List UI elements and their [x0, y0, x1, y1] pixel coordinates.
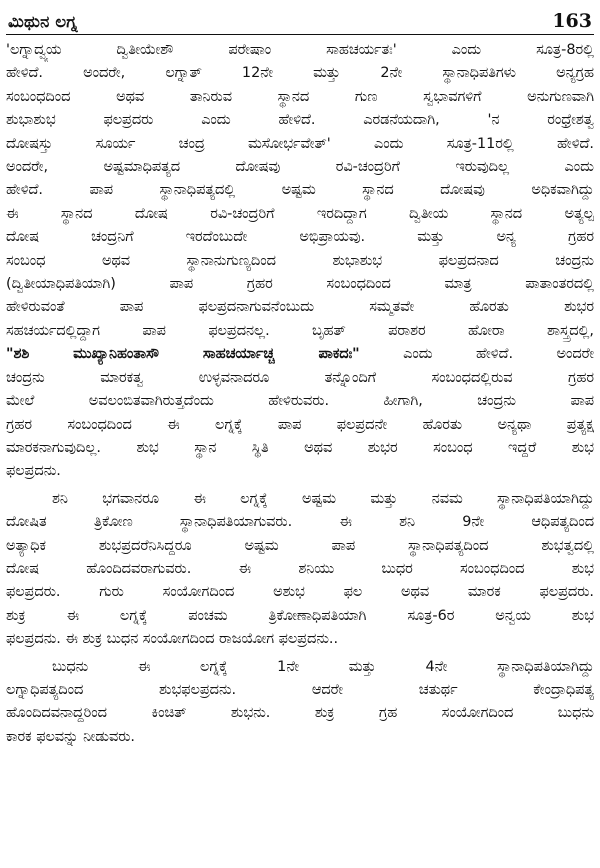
text-line-with-quote	[6, 343, 594, 366]
paragraph-3	[6, 656, 594, 750]
text-line: ಗ್ರಹರ ಸಂಬಂಧದಿಂದ ಈ ಲಗ್ನಕ್ಕೆ ಪಾಪ ಫಲಪ್ರದನೇ ಹೊರತು ಅನ್ಯಥಾ ಪ್ರತ್ಯಕ್ಷ	[6, 416, 594, 433]
text-line: 'ಲಗ್ನಾದ್ವ್ಯಯ ದ್ವಿತೀಯೇಶೌ ಪರೇಷಾಂ ಸಾಹಚರ್ಯತಃ' ಎಂದು ಸೂತ್ರ-8ರಲ್ಲಿ	[6, 42, 594, 58]
text-line: ಫಲಪ್ರದನು.	[6, 463, 61, 480]
text-line: ಶುಭಾಶುಭ ಫಲಪ್ರದರು ಎಂದು ಹೇಳಿದೆ. ಎರಡನೆಯದಾಗಿ, 'ನ ರಂಧ್ರೇಶತ್ವ	[6, 112, 594, 129]
page-header	[6, 2, 594, 35]
text-line: ಹೇಳಿರುವಂತೆ ಪಾಪ ಫಲಪ್ರದನಾಗುವನೆಂಬುದು ಸಮ್ಮತವೇ ಹೊರತು ಶುಭರ	[6, 299, 594, 316]
text-line: ಸಂಬಂಧ ಅಥವ ಸ್ಥಾನಾನುಗುಣ್ಯದಿಂದ ಶುಭಾಶುಭ ಫಲಪ್ರದನಾದ ಚಂದ್ರನು	[6, 252, 594, 269]
text-line-rest: ಎಂದು ಹೇಳಿದೆ. ಅಂದರೇ	[359, 346, 594, 363]
text-line: ಹೊಂದಿದವನಾದ್ದರಿಂದ ಕಿಂಚಿತ್ ಶುಭನು. ಶುಕ್ರ ಗ್ರಹ ಸಂಯೋಗದಿಂದ ಬುಧನು	[6, 705, 594, 722]
text-line: (ದ್ವಿತೀಯಾಧಿಪತಿಯಾಗಿ) ಪಾಪ ಗ್ರಹರ ಸಂಬಂಧದಿಂದ ಮಾತ್ರ ಪಾತಾಂತರದಲ್ಲಿ	[6, 276, 594, 293]
paragraph-1	[6, 39, 594, 484]
text-line: ದೋಷ ಹೊಂದಿದವರಾಗುವರು. ಈ ಶನಿಯು ಬುಧರ ಸಂಬಂಧದಿಂದ ಶುಭ	[6, 560, 594, 577]
text-line: ಹೇಳಿದೆ. ಪಾಪ ಸ್ಥಾನಾಧಿಪತ್ಯದಲ್ಲಿ ಅಷ್ಟಮ ಸ್ಥಾನದ ದೋಷವು ಅಧಿಕವಾಗಿದ್ದು	[6, 182, 594, 199]
text-line: ದೋಷಿತ ತ್ರಿಕೋಣ ಸ್ಥಾನಾಧಿಪತಿಯಾಗುವರು. ಈ ಶನಿ 9ನೇ ಆಧಿಪತ್ಯದಿಂದ	[6, 514, 594, 531]
text-line: ಶನಿ ಭಗವಾನರೂ ಈ ಲಗ್ನಕ್ಕೆ ಅಷ್ಟಮ ಮತ್ತು ನವಮ ಸ್ಥಾನಾಧಿಪತಿಯಾಗಿದ್ದು	[52, 490, 594, 507]
paragraph-2	[6, 488, 594, 652]
bold-sanskrit-quote: "ಶಶಿ ಮುಖ್ಯಾನಿಹಂತಾಸೌ ಸಾಹಚರ್ಯಾಚ್ಚ ಪಾಕದಃ"	[6, 346, 360, 363]
running-head: ಮಿಥುನ ಲಗ್ನ	[8, 12, 78, 31]
text-line: ಸಂಬಂಧದಿಂದ ಅಥವ ತಾನಿರುವ ಸ್ಥಾನದ ಗುಣ ಸ್ವಭಾವಗಳಿಗೆ ಅನುಗುಣವಾಗಿ	[6, 88, 594, 105]
text-line: ಕಾರಕ ಫಲವನ್ನು ನೀಡುವರು.	[6, 728, 135, 745]
text-line: ಲಗ್ನಾಧಿಪತ್ಯದಿಂದ ಶುಭಫಲಪ್ರದನು. ಆದರೇ ಚತುರ್ಥ ಕೇಂದ್ರಾಧಿಪತ್ಯ	[6, 681, 594, 698]
text-line: ಫಲಪ್ರದರು. ಗುರು ಸಂಯೋಗದಿಂದ ಅಶುಭ ಫಲ ಅಥವ ಮಾರಕ ಫಲಪ್ರದರು.	[6, 584, 594, 601]
text-line: ಶುಕ್ರ ಈ ಲಗ್ನಕ್ಕೆ ಪಂಚಮ ತ್ರಿಕೋಣಾಧಿಪತಿಯಾಗಿ ಸೂತ್ರ-6ರ ಅನ್ವಯ ಶುಭ	[6, 607, 594, 624]
text-line: ಅಂದರೇ, ಅಷ್ಟಮಾಧಿಪತ್ಯದ ದೋಷವು ರವಿ-ಚಂದ್ರರಿಗೆ ಇರುವುದಿಲ್ಲ ಎಂದು	[6, 159, 594, 176]
text-line: ಫಲಪ್ರದನು. ಈ ಶುಕ್ರ ಬುಧನ ಸಂಯೋಗದಿಂದ ರಾಜಯೋಗ ಫಲಪ್ರದನು..	[6, 631, 339, 648]
text-line: ಸಹಚರ್ಯದಲ್ಲಿದ್ದಾಗ ಪಾಪ ಫಲಪ್ರದನಲ್ಲ. ಬೃಹತ್ ಪರಾಶರ ಹೋರಾ ಶಾಸ್ತ್ರದಲ್ಲಿ,	[6, 322, 594, 339]
page-number: 163	[552, 10, 592, 32]
text-line: ಬುಧನು ಈ ಲಗ್ನಕ್ಕೆ 1ನೇ ಮತ್ತು 4ನೇ ಸ್ಥಾನಾಧಿಪತಿಯಾಗಿದ್ದು	[52, 658, 594, 675]
body-text	[6, 35, 594, 749]
text-line: ದೋಷಸ್ತು ಸೂರ್ಯ ಚಂದ್ರ ಮಸೋರ್ಭವೇತ್' ಎಂದು ಸೂತ್ರ-11ರಲ್ಲಿ ಹೇಳಿದೆ.	[6, 135, 594, 152]
text-line: ಅತ್ಯಾಧಿಕ ಶುಭಪ್ರದರೆನಿಸಿದ್ದರೂ ಅಷ್ಟಮ ಪಾಪ ಸ್ಥಾನಾಧಿಪತ್ಯದಿಂದ ಶುಭತ್ವದಲ್ಲಿ	[6, 537, 594, 554]
text-line: ಈ ಸ್ಥಾನದ ದೋಷ ರವಿ-ಚಂದ್ರರಿಗೆ ಇರದಿದ್ದಾಗ ದ್ವಿತೀಯ ಸ್ಥಾನದ ಅತ್ಯಲ್ಪ	[6, 205, 594, 222]
text-line: ಮೇಲೆ ಅವಲಂಬಿತವಾಗಿರುತ್ತದೆಂದು ಹೇಳಿರುವರು. ಹೀಗಾಗಿ, ಚಂದ್ರನು ಪಾಪ	[6, 393, 594, 410]
text-line: ಮಾರಕನಾಗುವುದಿಲ್ಲ. ಶುಭ ಸ್ಥಾನ ಸ್ಥಿತಿ ಅಥವ ಶುಭರ ಸಂಬಂಧ ಇದ್ದರೆ ಶುಭ	[6, 439, 594, 456]
text-line: ದೋಷ ಚಂದ್ರನಿಗೆ ಇರದೆಂಬುದೇ ಅಭಿಪ್ರಾಯವು. ಮತ್ತು ಅನ್ಯ ಗ್ರಹರ	[6, 229, 594, 246]
text-line: ಹೇಳಿದೆ. ಅಂದರೇ, ಲಗ್ನಾತ್ 12ನೇ ಮತ್ತು 2ನೇ ಸ್ಥಾನಾಧಿಪತಿಗಳು ಅನ್ಯಗ್ರಹ	[6, 65, 594, 82]
text-line: ಚಂದ್ರನು ಮಾರಕತ್ವ ಉಳ್ಳವನಾದರೂ ತನ್ನೊಂದಿಗೆ ಸಂಬಂಧದಲ್ಲಿರುವ ಗ್ರಹರ	[6, 369, 594, 386]
